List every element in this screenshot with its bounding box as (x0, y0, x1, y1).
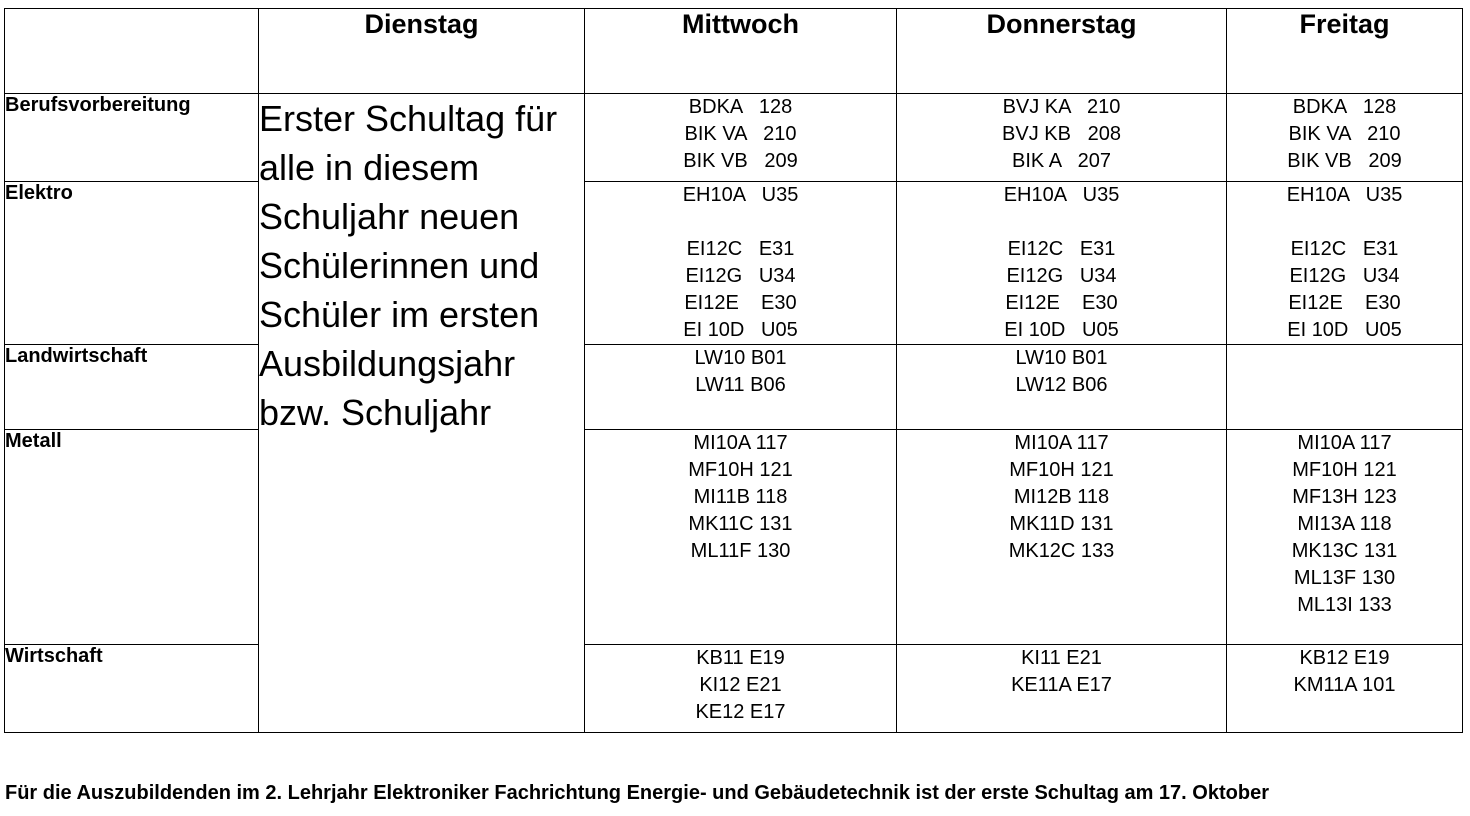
class-room-entry: KB11 E19 (696, 647, 785, 669)
day-header-mittwoch: Mittwoch (585, 9, 897, 94)
class-room-entry: ML11F 130 (690, 540, 791, 562)
class-room-entry: ML13I 133 (1297, 594, 1392, 616)
class-room-entry: MF10H 121 (1292, 459, 1397, 481)
day-header-freitag: Freitag (1227, 9, 1463, 94)
cell-mittwoch (585, 430, 897, 645)
cell-freitag (1227, 430, 1463, 645)
cell-mittwoch (585, 645, 897, 733)
class-room-entry: KB12 E19 (1299, 647, 1390, 669)
class-room-entry: BDKA 128 (688, 96, 793, 118)
class-room-entry: BVJ KB 208 (1002, 123, 1121, 145)
class-room-entry: KE11A E17 (1011, 674, 1112, 696)
class-room-entry: LW10 B01 (1015, 347, 1108, 369)
cell-freitag (1227, 645, 1463, 733)
class-room-entry: EI12E E30 (1288, 292, 1401, 314)
row-wirtschaft (5, 645, 1463, 733)
class-room-entry: EI12E E30 (684, 292, 797, 314)
class-room-entry: MF10H 121 (1009, 459, 1114, 481)
cell-donnerstag (897, 645, 1227, 733)
class-room-entry: EI 10D U05 (1287, 319, 1402, 341)
class-room-entry: MI10A 117 (1297, 432, 1392, 454)
schedule-table (4, 8, 1463, 733)
corner-cell (5, 9, 259, 94)
class-room-entry: EI12C E31 (686, 238, 795, 260)
class-room-entry: EI 10D U05 (683, 319, 798, 341)
class-room-entry: MF13H 123 (1292, 486, 1397, 508)
cell-donnerstag (897, 182, 1227, 345)
category-label: Elektro (5, 182, 259, 345)
class-room-entry: KE12 E17 (695, 701, 786, 723)
class-room-entry: EI12G U34 (1289, 265, 1400, 287)
class-room-entry: MK12C 133 (1008, 540, 1115, 562)
cell-donnerstag (897, 94, 1227, 182)
class-room-entry: BDKA 128 (1292, 96, 1397, 118)
row-berufsvorbereitung (5, 94, 1463, 182)
cell-freitag (1227, 182, 1463, 345)
category-label: Wirtschaft (5, 645, 259, 733)
row-metall (5, 430, 1463, 645)
class-room-entry: MI11B 118 (693, 486, 788, 508)
class-room-entry: MK11C 131 (688, 513, 793, 535)
intro-text: Erster Schultag für alle in diesem Schuljahr neuen Schülerinnen und Schüler im ersten Ausbildungsjahr bzw. Schuljahr (259, 94, 585, 733)
class-room-entry: MI12B 118 (1013, 486, 1110, 508)
day-header-dienstag: Dienstag (259, 9, 585, 94)
class-room-entry: EI12C E31 (1007, 238, 1116, 260)
row-landwirtschaft (5, 345, 1463, 430)
cell-donnerstag (897, 345, 1227, 430)
class-room-entry: EI12E E30 (1005, 292, 1118, 314)
class-room-entry: BIK A 207 (1012, 150, 1111, 172)
class-room-entry: MI10A 117 (1014, 432, 1109, 454)
cell-mittwoch (585, 182, 897, 345)
cell-freitag (1227, 94, 1463, 182)
category-label: Metall (5, 430, 259, 645)
category-label: Berufsvorbereitung (5, 94, 259, 182)
class-room-entry: KI11 E21 (1021, 647, 1102, 669)
class-room-entry: BVJ KA 210 (1002, 96, 1121, 118)
class-room-entry: KM11A 101 (1293, 674, 1396, 696)
class-room-entry: BIK VB 209 (1287, 150, 1402, 172)
class-room-entry: EI 10D U05 (1004, 319, 1119, 341)
class-room-entry: EH10A U35 (1003, 184, 1120, 206)
spacer (897, 209, 1226, 236)
class-room-entry: BIK VA 210 (1288, 123, 1401, 145)
class-room-entry: LW11 B06 (695, 374, 786, 396)
class-room-entry: MI13A 118 (1297, 513, 1392, 535)
class-room-entry: KI12 E21 (699, 674, 782, 696)
class-room-entry: EH10A U35 (682, 184, 799, 206)
spacer (585, 209, 896, 236)
cell-mittwoch (585, 345, 897, 430)
spacer (1227, 209, 1462, 236)
category-label: Landwirtschaft (5, 345, 259, 430)
class-room-entry: EI12G U34 (685, 265, 796, 287)
class-room-entry: EI12C E31 (1290, 238, 1399, 260)
class-room-entry: BIK VB 209 (683, 150, 798, 172)
cell-freitag (1227, 345, 1463, 430)
class-room-entry: EH10A U35 (1286, 184, 1403, 206)
header-row (5, 9, 1463, 94)
class-room-entry: BIK VA 210 (684, 123, 797, 145)
class-room-entry: MF10H 121 (688, 459, 793, 481)
class-room-entry: LW12 B06 (1015, 374, 1108, 396)
class-room-entry: EI12G U34 (1006, 265, 1117, 287)
class-room-entry: MI10A 117 (693, 432, 788, 454)
cell-mittwoch (585, 94, 897, 182)
cell-donnerstag (897, 430, 1227, 645)
footer-note: Für die Auszubildenden im 2. Lehrjahr Elektroniker Fachrichtung Energie- und Gebäudetechnik ist der erste Schultag am 17. Oktober (5, 782, 1269, 804)
row-elektro (5, 182, 1463, 345)
class-room-entry: LW10 B01 (694, 347, 787, 369)
class-room-entry: MK13C 131 (1291, 540, 1398, 562)
class-room-entry: MK11D 131 (1009, 513, 1114, 535)
day-header-donnerstag: Donnerstag (897, 9, 1227, 94)
class-room-entry: ML13F 130 (1293, 567, 1396, 589)
